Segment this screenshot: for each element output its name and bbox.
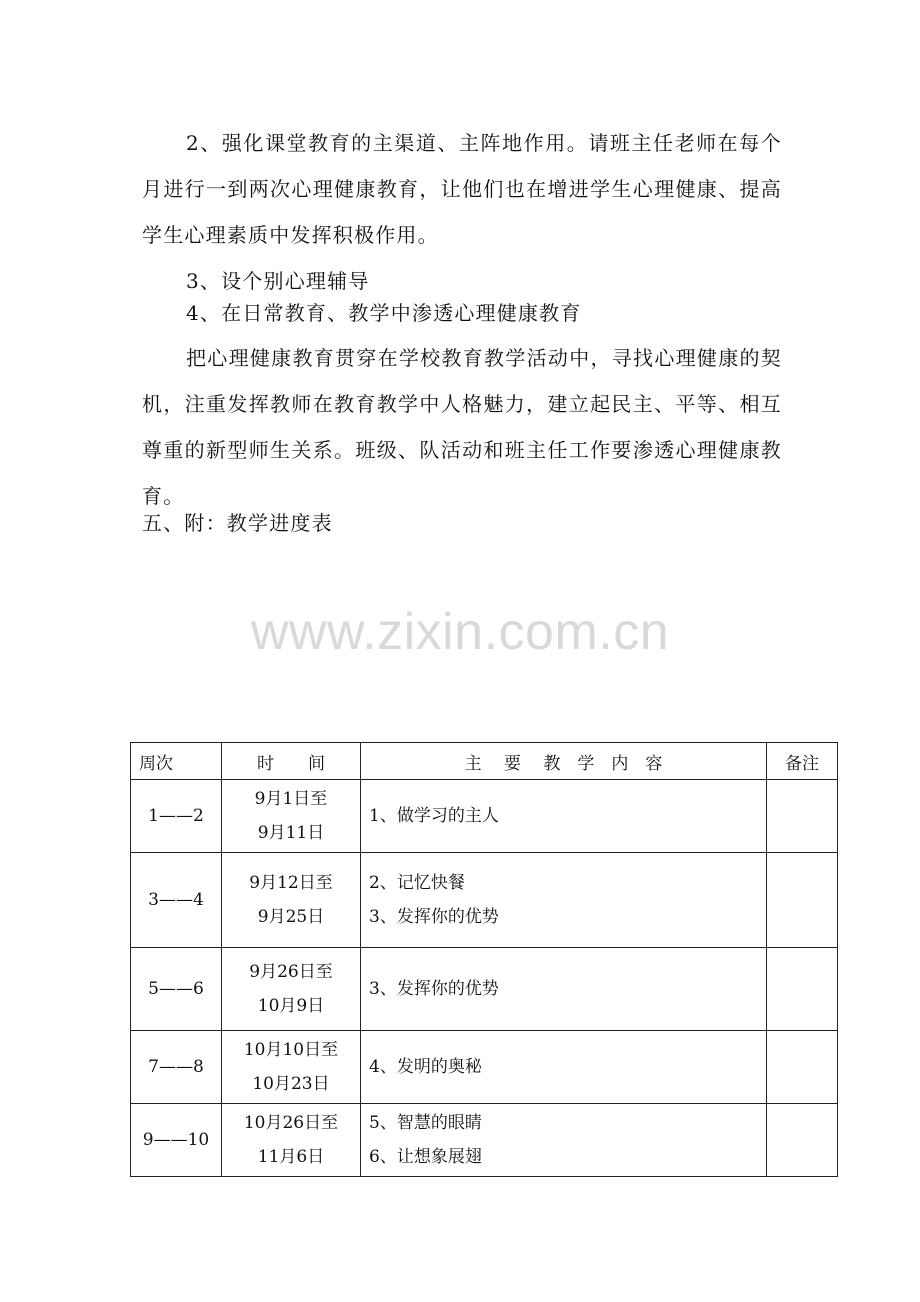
header-time: 时 间 <box>222 743 361 780</box>
time-start: 9月1日至 <box>254 789 328 809</box>
cell-time <box>222 1031 361 1104</box>
cell-content <box>361 948 767 1031</box>
time-start: 9月12日至 <box>249 873 333 893</box>
section-title-schedule: 五、附：教学进度表 <box>142 511 333 535</box>
table-row <box>131 948 838 1031</box>
cell-note <box>767 853 838 948</box>
cell-note <box>767 780 838 853</box>
cell-time <box>222 853 361 948</box>
cell-week: 7——8 <box>131 1031 222 1104</box>
content-item: 6、让想象展翅 <box>369 1147 482 1167</box>
time-end: 11月6日 <box>257 1147 325 1167</box>
cell-time <box>222 780 361 853</box>
cell-note <box>767 1104 838 1177</box>
table-header-row <box>131 743 838 780</box>
header-content: 主 要 教 学 内 容 <box>361 743 767 780</box>
cell-week: 9——10 <box>131 1104 222 1177</box>
table-row <box>131 1104 838 1177</box>
content-item: 4、发明的奥秘 <box>369 1057 482 1077</box>
cell-time <box>222 1104 361 1177</box>
time-start: 10月10日至 <box>243 1040 339 1060</box>
time-start: 9月26日至 <box>249 962 333 982</box>
paragraph-classroom-education: 2、强化课堂教育的主渠道、主阵地作用。请班主任老师在每个月进行一到两次心理健康教育，让他们也在增进学生心理健康、提高学生心理素质中发挥积极作用。 <box>142 131 782 247</box>
cell-week: 3——4 <box>131 853 222 948</box>
cell-week: 1——2 <box>131 780 222 853</box>
table-row <box>131 780 838 853</box>
teaching-schedule-table <box>130 742 838 1177</box>
cell-week: 5——6 <box>131 948 222 1031</box>
item-daily-infiltration: 4、在日常教育、教学中渗透心理健康教育 <box>186 301 582 325</box>
cell-content <box>361 1104 767 1177</box>
time-end: 9月11日 <box>257 823 325 843</box>
content-item: 5、智慧的眼睛 <box>369 1113 482 1133</box>
cell-content <box>361 780 767 853</box>
cell-content <box>361 1031 767 1104</box>
paragraph-integration: 把心理健康教育贯穿在学校教育教学活动中，寻找心理健康的契机，注重发挥教师在教育教学中人格魅力，建立起民主、平等、相互尊重的新型师生关系。班级、队活动和班主任工作要渗透心理健康教育。 <box>142 346 782 508</box>
header-week: 周次 <box>131 743 222 780</box>
header-note: 备注 <box>767 743 838 780</box>
content-item: 3、发挥你的优势 <box>369 979 499 999</box>
watermark: www.zixin.com.cn <box>250 603 670 661</box>
content-item: 2、记忆快餐 <box>369 873 465 893</box>
cell-note <box>767 1031 838 1104</box>
content-item: 3、发挥你的优势 <box>369 907 499 927</box>
cell-content <box>361 853 767 948</box>
content-item: 1、做学习的主人 <box>369 806 499 826</box>
table-row <box>131 853 838 948</box>
time-end: 9月25日 <box>257 907 325 927</box>
time-end: 10月23日 <box>252 1074 330 1094</box>
time-end: 10月9日 <box>257 996 325 1016</box>
cell-time <box>222 948 361 1031</box>
time-start: 10月26日至 <box>243 1113 339 1133</box>
table-row <box>131 1031 838 1104</box>
cell-note <box>767 948 838 1031</box>
item-individual-counseling: 3、设个别心理辅导 <box>186 269 370 293</box>
